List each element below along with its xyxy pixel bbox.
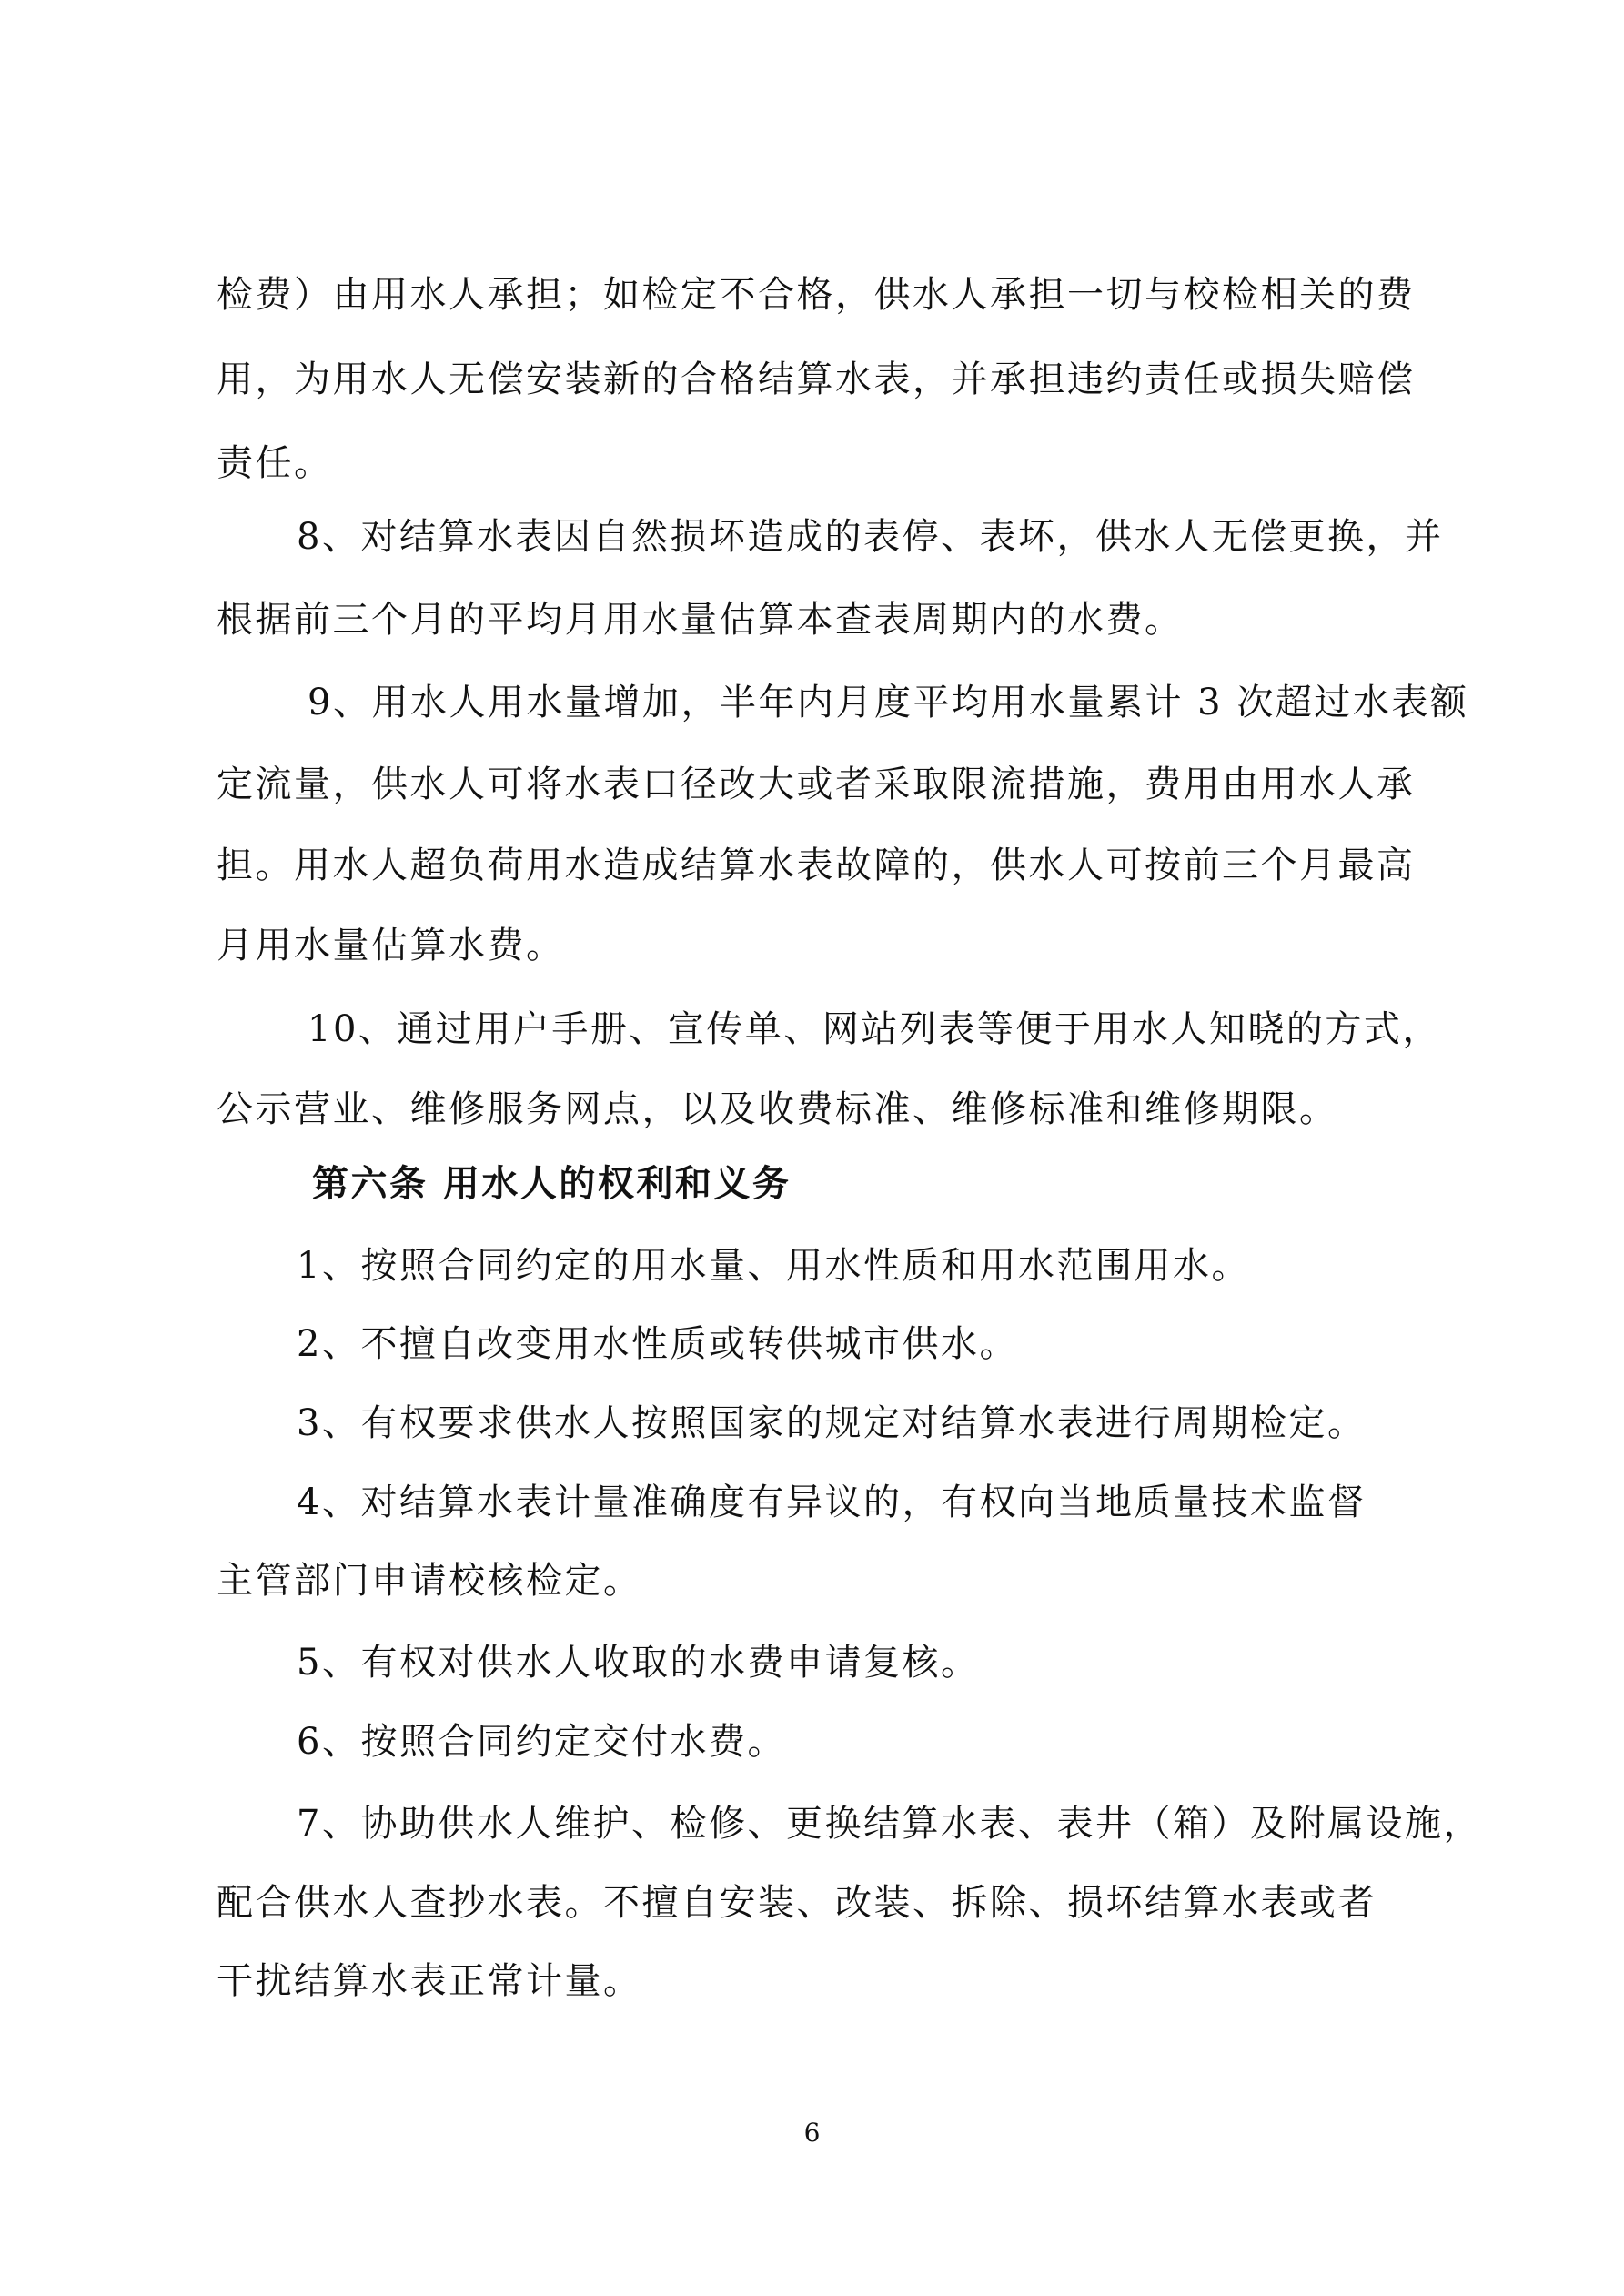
paragraph-10-line: 10、通过用户手册、宣传单、网站列表等便于用水人知晓的方式，: [308, 1008, 1441, 1050]
paragraph-9-line: 9、用水人用水量增加，半年内月度平均用水量累计 3 次超过水表额: [308, 682, 1469, 723]
body-line: 主管部门申请校核检定。: [217, 1560, 642, 1602]
body-line: 检费）由用水人承担；如检定不合格，供水人承担一切与校检相关的费: [217, 274, 1416, 316]
body-line: 用，为用水人无偿安装新的合格结算水表，并承担违约责任或损失赔偿: [217, 359, 1416, 400]
list-item: 5、有权对供水人收取的水费申请复核。: [297, 1642, 980, 1684]
list-item: 3、有权要求供水人按照国家的规定对结算水表进行周期检定。: [297, 1402, 1367, 1444]
body-line: 担。用水人超负荷用水造成结算水表故障的，供水人可按前三个月最高: [217, 845, 1416, 886]
body-line: 月用水量估算水费。: [217, 925, 565, 966]
body-line: 公示营业、维修服务网点，以及收费标准、维修标准和维修期限。: [217, 1088, 1338, 1130]
page-number: 6: [803, 2118, 821, 2148]
body-line: 干扰结算水表正常计量。: [217, 1960, 642, 2002]
list-item: 2、不擅自改变用水性质或转供城市供水。: [297, 1323, 1018, 1365]
list-item: 4、对结算水表计量准确度有异议的，有权向当地质量技术监督: [297, 1482, 1367, 1523]
section-heading: 第六条 用水人的权利和义务: [312, 1162, 792, 1205]
body-line: 定流量，供水人可将水表口径改大或者采取限流措施，费用由用水人承: [217, 764, 1416, 805]
list-item: 7、协助供水人维护、检修、更换结算水表、表井（箱）及附属设施，: [297, 1803, 1482, 1845]
paragraph-8-line: 8、对结算水表因自然损坏造成的表停、表坏，供水人无偿更换，并: [297, 516, 1444, 558]
body-line: 责任。: [217, 442, 333, 484]
list-item: 6、按照合同约定交付水费。: [297, 1721, 786, 1763]
body-line: 根据前三个月的平均月用水量估算本查表周期内的水费。: [217, 599, 1184, 641]
body-line: 配合供水人查抄水表。不擅自安装、改装、拆除、损坏结算水表或者: [217, 1882, 1377, 1924]
list-item: 1、按照合同约定的用水量、用水性质和用水范围用水。: [297, 1245, 1250, 1287]
